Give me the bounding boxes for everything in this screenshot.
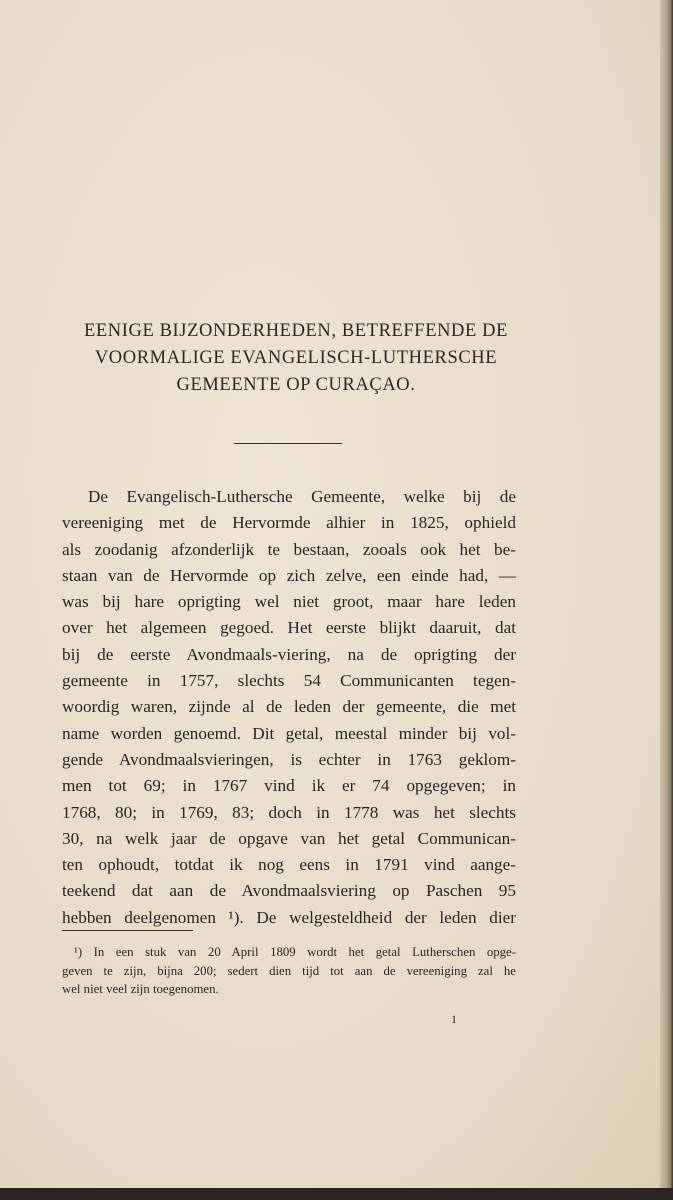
body-line: gemeente in 1757, slechts 54 Communicanten tegen-: [62, 671, 516, 691]
title-line-3: GEMEENTE OP CURAÇAO.: [176, 375, 416, 395]
footnote: [62, 943, 516, 999]
title-line-1: EENIGE BIJZONDERHEDEN, BETREFFENDE DE: [83, 321, 509, 341]
body-line: hebben deelgenomen ¹). De welgesteldheid der leden dier: [62, 907, 516, 927]
chapter-title: [60, 318, 532, 399]
body-line: 30, na welk jaar de opgave van het getal Communican-: [62, 828, 516, 848]
body-line: als zoodanig afzonderlijk te bestaan, zooals ook het be-: [62, 539, 516, 559]
body-line: ten ophoudt, totdat ik nog eens in 1791 vind aange-: [62, 855, 516, 875]
page-number: 1: [451, 1012, 457, 1026]
body-line: men tot 69; in 1767 vind ik er 74 opgegeven; in: [62, 776, 516, 796]
body-line: vereeniging met de Hervormde alhier in 1825, ophield: [62, 513, 516, 533]
body-line: woordig waren, zijnde al de leden der gemeente, die met: [62, 697, 516, 717]
body-line: De Evangelisch-Luthersche Gemeente, welke bij de: [88, 487, 516, 506]
body-line: over het algemeen gegoed. Het eerste blijkt daaruit, dat: [62, 618, 516, 638]
bottom-edge: [0, 1188, 673, 1200]
footnote-line: wel niet veel zijn toegenomen.: [62, 982, 219, 996]
body-line: 1768, 80; in 1769, 83; doch in 1778 was het slechts: [62, 802, 516, 822]
body-line: bij de eerste Avondmaals-viering, na de oprigting der: [62, 644, 516, 664]
page-edge: [660, 0, 673, 1188]
footnote-line: geven te zijn, bijna 200; sedert dien tijd tot aan de vereeniging zal he: [62, 963, 516, 978]
body-line: name worden genoemd. Dit getal, meestal minder bij vol-: [62, 723, 516, 743]
body-line: staan van de Hervormde op zich zelve, een einde had, —: [62, 565, 516, 585]
footnote-divider: [62, 930, 193, 931]
footnote-line: ¹) In een stuk van 20 April 1809 wordt het getal Lutherschen opge-: [74, 945, 516, 959]
body-paragraph: [62, 484, 516, 931]
title-divider: [234, 443, 342, 444]
body-line: teekend dat aan de Avondmaalsviering op Paschen 95: [62, 881, 516, 901]
body-line: gende Avondmaalsvieringen, is echter in 1763 geklom-: [62, 749, 516, 769]
title-line-2: VOORMALIGE EVANGELISCH-LUTHERSCHE: [94, 348, 498, 368]
body-line: was bij hare oprigting wel niet groot, maar hare leden: [62, 592, 516, 612]
